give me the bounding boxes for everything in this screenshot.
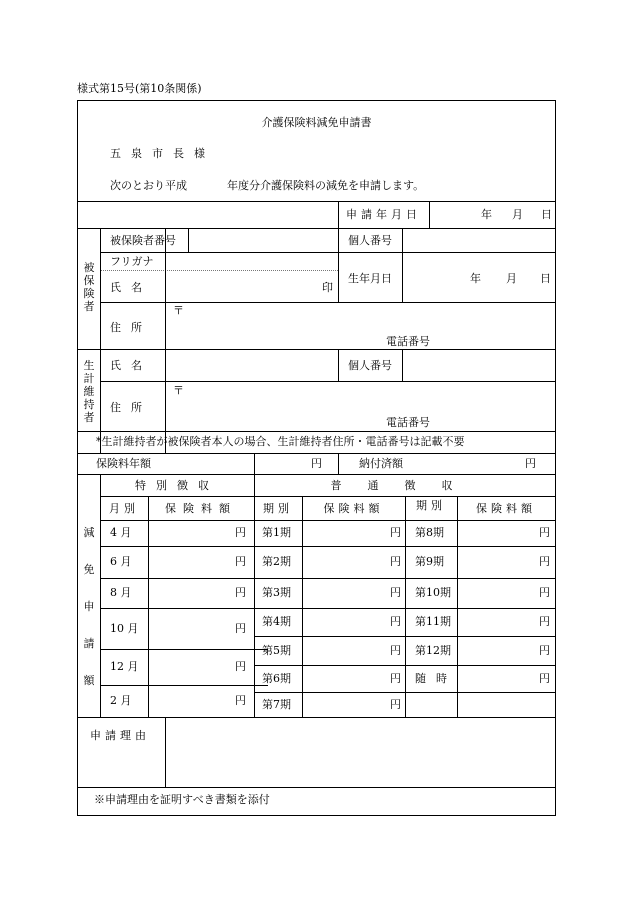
insured-address-label: 住所 — [110, 321, 152, 334]
regular-period-label: 第2期 — [262, 555, 291, 568]
seal-mark: 印 — [322, 281, 333, 294]
period-column-header-a: 期別 — [263, 502, 293, 515]
regular-period-label: 第3期 — [262, 586, 291, 599]
insured-name-label: 氏名 — [110, 281, 152, 294]
regular-amount-field[interactable] — [458, 521, 554, 545]
amount-column-header-b: 保険料額 — [476, 502, 536, 515]
regular-period-label: 第12期 — [415, 644, 451, 657]
special-amount-unit: 円 — [235, 660, 246, 673]
regular-amount-unit: 円 — [390, 615, 401, 628]
premium-label: 保険料年額 — [96, 457, 151, 470]
special-month-label: 10 月 — [110, 622, 139, 635]
regular-period-label: 第1期 — [262, 526, 291, 539]
householder-note: *生計維持者が被保険者本人の場合、生計維持者住所・電話番号は記載不要 — [96, 435, 465, 448]
special-amount-field[interactable] — [149, 686, 253, 716]
insured-birth-day: 日 — [540, 272, 551, 285]
special-amount-unit: 円 — [235, 586, 246, 599]
insured-birth-year: 年 — [470, 272, 481, 285]
insured-phone-label: 電話番号 — [386, 335, 430, 348]
regular-amount-unit: 円 — [539, 615, 550, 628]
regular-amount-unit: 円 — [390, 586, 401, 599]
paid-unit: 円 — [525, 457, 536, 470]
householder-my-number-label: 個人番号 — [348, 359, 392, 372]
special-month-label: 8 月 — [110, 586, 132, 599]
special-month-label: 12 月 — [110, 660, 139, 673]
regular-amount-field[interactable] — [303, 579, 404, 607]
regular-period-label: 第6期 — [262, 672, 291, 685]
application-date-year: 年 — [481, 208, 492, 221]
insured-birth-month: 月 — [506, 272, 517, 285]
special-collection-header: 特別徴収 — [135, 479, 219, 492]
premium-unit: 円 — [311, 457, 322, 470]
householder-name-label: 氏名 — [110, 359, 152, 372]
special-month-label: 6 月 — [110, 555, 132, 568]
reason-label: 申請理由 — [90, 729, 150, 742]
householder-postal-mark: 〒 — [173, 384, 184, 397]
special-month-label: 2 月 — [110, 694, 132, 707]
regular-amount-field[interactable] — [458, 579, 554, 607]
regular-period-label: 第5期 — [262, 644, 291, 657]
regular-period-label: 随時 — [415, 672, 457, 685]
regular-amount-unit: 円 — [390, 672, 401, 685]
householder-section-label: 生計維持者 — [83, 359, 95, 424]
householder-my-number-field[interactable] — [403, 350, 554, 380]
application-form — [77, 100, 556, 816]
householder-name-field[interactable] — [166, 350, 337, 380]
regular-collection-header: 普通徴収 — [330, 479, 479, 492]
householder-address-field[interactable] — [166, 382, 554, 430]
special-amount-field[interactable] — [149, 650, 253, 684]
householder-address-label: 住所 — [110, 401, 152, 414]
special-amount-unit: 円 — [235, 555, 246, 568]
special-amount-field[interactable] — [149, 579, 253, 607]
insured-section-label: 被保険者 — [83, 261, 95, 313]
special-amount-field[interactable] — [149, 547, 253, 577]
month-column-header: 月別 — [109, 502, 139, 515]
intro-suffix: 年度分介護保険料の減免を申請します。 — [227, 179, 425, 192]
regular-amount-field[interactable] — [458, 666, 554, 691]
application-date-month: 月 — [512, 208, 523, 221]
regular-amount-field[interactable] — [303, 547, 404, 577]
intro-prefix: 次のとおり平成 — [110, 179, 187, 192]
regular-amount-unit: 円 — [539, 672, 550, 685]
regular-amount-unit: 円 — [390, 526, 401, 539]
regular-amount-unit: 円 — [390, 698, 401, 711]
special-amount-unit: 円 — [235, 622, 246, 635]
regular-amount-field[interactable] — [303, 609, 404, 635]
insured-address-field[interactable] — [166, 303, 554, 348]
reduction-section-label: 減免申請額 — [83, 526, 95, 687]
regular-period-label: 第11期 — [415, 615, 451, 628]
form-number: 様式第15号(第10条関係) — [77, 82, 202, 95]
regular-period-label: 第9期 — [415, 555, 444, 568]
regular-amount-field[interactable] — [303, 693, 404, 716]
insured-number-field[interactable] — [189, 229, 337, 251]
regular-amount-field[interactable] — [303, 521, 404, 545]
regular-period-label: 第7期 — [262, 698, 291, 711]
regular-amount-field[interactable] — [458, 637, 554, 664]
regular-period-label: 第10期 — [415, 586, 451, 599]
form-title: 介護保険料減免申請書 — [261, 116, 372, 129]
special-amount-field[interactable] — [149, 609, 253, 648]
special-amount-unit: 円 — [235, 526, 246, 539]
regular-amount-unit: 円 — [539, 644, 550, 657]
regular-amount-field[interactable] — [458, 609, 554, 635]
special-month-label: 4 月 — [110, 526, 132, 539]
insured-postal-mark: 〒 — [173, 304, 184, 317]
regular-amount-field[interactable] — [458, 547, 554, 577]
paid-label: 納付済額 — [359, 457, 403, 470]
insured-name-field[interactable] — [166, 271, 337, 301]
insured-my-number-field[interactable] — [403, 229, 554, 251]
period-column-header-b: 期別 — [416, 499, 446, 512]
paid-field[interactable] — [408, 454, 523, 473]
insured-my-number-label: 個人番号 — [348, 234, 392, 247]
regular-amount-field[interactable] — [303, 637, 404, 664]
regular-amount-unit: 円 — [539, 526, 550, 539]
regular-amount-unit: 円 — [539, 586, 550, 599]
insured-birth-label: 生年月日 — [348, 272, 392, 285]
regular-amount-unit: 円 — [539, 555, 550, 568]
special-amount-column-header: 保険料額 — [165, 502, 237, 515]
reason-field[interactable] — [166, 718, 554, 786]
regular-amount-field[interactable] — [303, 666, 404, 691]
householder-phone-label: 電話番号 — [386, 416, 430, 429]
insured-furigana-label: フリガナ — [110, 255, 154, 268]
addressee: 五泉市長様 — [110, 147, 215, 160]
application-date-label: 申請年月日 — [346, 208, 421, 221]
application-date-day: 日 — [541, 208, 552, 221]
regular-period-label: 第4期 — [262, 615, 291, 628]
attachment-note: ※申請理由を証明すべき書類を添付 — [94, 793, 270, 806]
premium-field[interactable] — [178, 454, 308, 473]
amount-column-header-a: 保険料額 — [323, 502, 384, 515]
special-amount-unit: 円 — [235, 694, 246, 707]
insured-number-label: 被保険者番号 — [110, 234, 176, 247]
special-amount-field[interactable] — [149, 521, 253, 545]
regular-amount-unit: 円 — [390, 644, 401, 657]
regular-period-label: 第8期 — [415, 526, 444, 539]
regular-amount-unit: 円 — [390, 555, 401, 568]
